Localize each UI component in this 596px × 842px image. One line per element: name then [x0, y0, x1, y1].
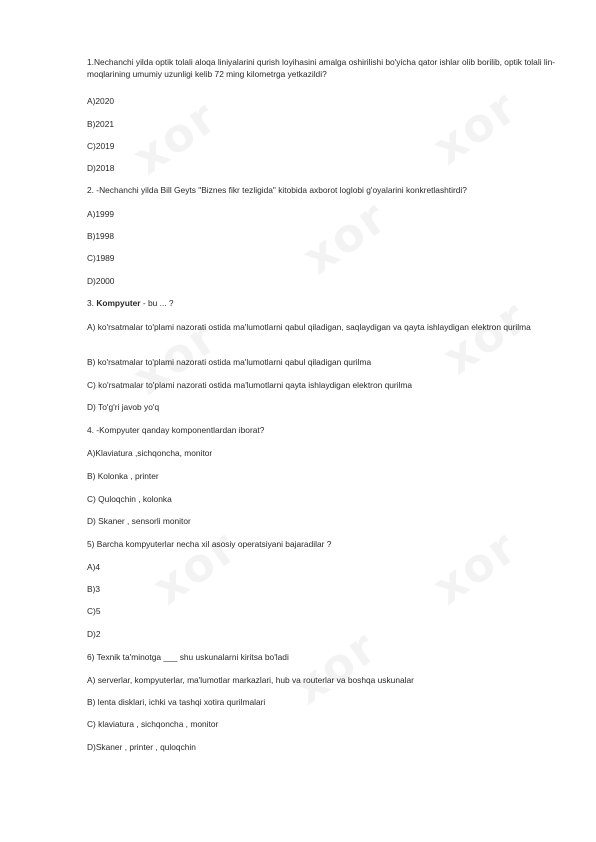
question-3-suffix: - bu ... ?: [140, 298, 174, 308]
question-3: [87, 298, 557, 310]
answer-option: B)1998: [87, 231, 115, 241]
question-4: 4. -Kompyuter qanday komponentlardan iborat?: [87, 425, 265, 435]
answer-option: A)Klaviatura ,sichqoncha, monitor: [87, 448, 213, 458]
question-2: 2. -Nechanchi yilda Bill Geyts "Biznes fikr tezligida" kitobida axborot loglobi g'oyalarini konkretlashtirdi?: [87, 185, 467, 195]
answer-option: C) klaviatura , sichqoncha , monitor: [87, 719, 219, 729]
answer-option: D)2000: [87, 276, 115, 286]
answer-option: C)2019: [87, 141, 115, 151]
answer-option: A)2020: [87, 96, 115, 106]
answer-option: C) Quloqchin , kolonka: [87, 494, 172, 504]
question-6: 6) Texnik ta'minotga ___ shu uskunalarni kiritsa bo'ladi: [87, 652, 289, 662]
answer-option: A) ko'rsatmalar to'plami nazorati ostida ma'lumotlarni qabul qiladigan, saqlaydigan va qayta ishlaydigan elektron qurilma: [87, 322, 531, 332]
answer-option: C) ko'rsatmalar to'plami nazorati ostida ma'lumotlarni qayta ishlaydigan elektron qurilma: [87, 380, 413, 390]
answer-option: B) lenta disklari, ichki va tashqi xotira qurilmalari: [87, 697, 266, 707]
answer-option: D) To'g'ri javob yo'q: [87, 402, 160, 412]
answer-option: D) Skaner , sensorli monitor: [87, 516, 191, 526]
answer-option: D)Skaner , printer , quloqchin: [87, 742, 196, 752]
question-3-prefix: 3.: [87, 298, 97, 308]
question-5: 5) Barcha kompyuterlar necha xil asosiy operatsiyani bajaradilar ?: [87, 539, 332, 549]
answer-option: C)1989: [87, 253, 115, 263]
answer-option: A)1999: [87, 209, 115, 219]
answer-option: B) Kolonka , printer: [87, 471, 159, 481]
answer-option: A)4: [87, 562, 101, 572]
answer-option: D)2: [87, 629, 101, 639]
answer-option: C)5: [87, 606, 101, 616]
answer-option: B) ko'rsatmalar to'plami nazorati ostida ma'lumotlarni qabul qiladigan qurilma: [87, 357, 372, 367]
question-3-keyword: Kompyuter: [96, 298, 141, 308]
question-1: 1.Nechanchi yilda optik tolali aloqa liniyalarini qurish loyihasini amalga oshirilishi bo'yicha qator ishlar olib borilib, optik tolali lin-moqlarining umumiy uzunligi kelib 72 ming kilometrga yetkazildi?: [87, 57, 556, 79]
answer-option: B)2021: [87, 119, 115, 129]
answer-option: D)2018: [87, 163, 115, 173]
answer-option: A) serverlar, kompyuterlar, ma'lumotlar markazlari, hub va routerlar va boshqa uskunalar: [87, 675, 414, 685]
answer-option: B)3: [87, 584, 101, 594]
